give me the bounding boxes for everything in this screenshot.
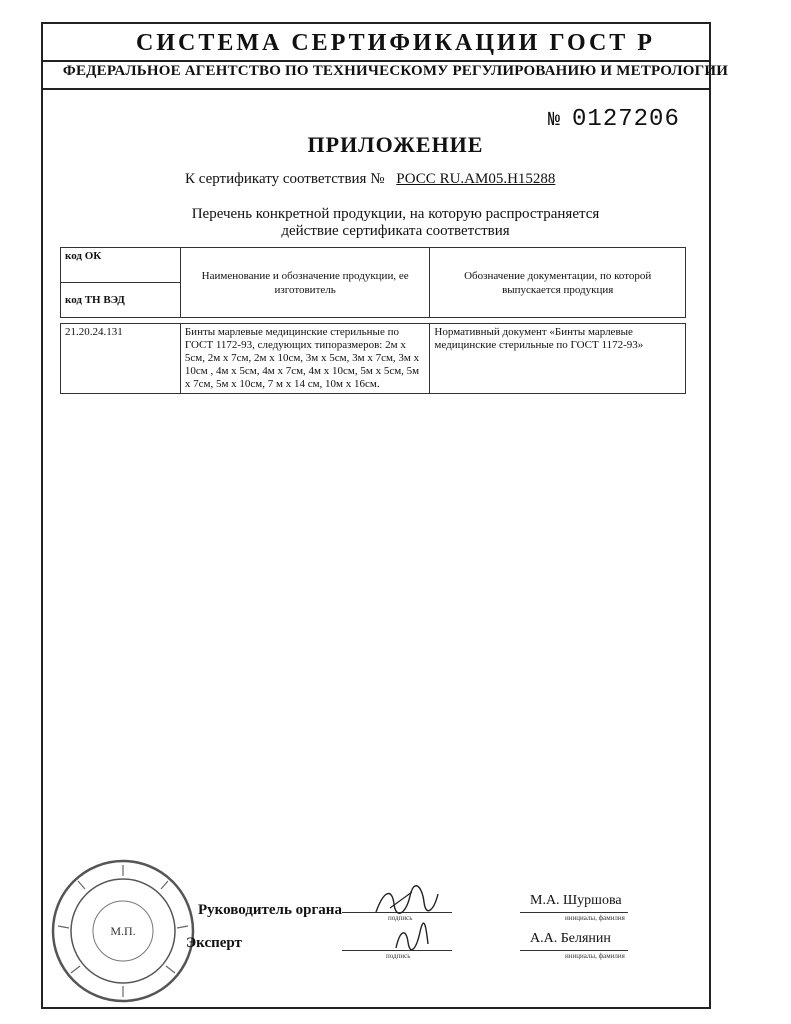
page-heading: ПРИЛОЖЕНИЕ [307, 132, 484, 157]
code-ok-header: код ОК [61, 248, 181, 283]
expert-sign-caption: подпись [386, 952, 411, 960]
caption-line-2: действие сертификата соответствия [281, 223, 510, 239]
official-stamp [48, 856, 198, 1006]
stamp-seal-icon [48, 856, 198, 1006]
head-name: М.А. Шуршова [530, 893, 622, 908]
expert-signature [392, 922, 432, 959]
product-description-cell: Бинты марлевые медицинские стерильные по ГОСТ 1172-93, следующих типоразмеров: 2м х 5см, 2м х 7см, 2м х 10см, 3м х 5см, 3м х 7см, 3м х 10см , 4м х 5см, 4м х 7см, 4м х 10см, 5м х 5см, 5м х 7см, 5м х 10см, 7 м х 14 см, 10м х 16см. [180, 324, 430, 394]
caption-line-1: Перечень конкретной продукции, на которую распространяется [191, 206, 600, 222]
product-name-header: Наименование и обозначение продукции, ее изготовитель [180, 248, 430, 318]
divider [42, 60, 710, 62]
number-value: 0127206 [572, 106, 680, 133]
certificate-number: РОСС RU.AM05.H15288 [396, 171, 556, 187]
head-name-line [520, 912, 628, 913]
system-title: СИСТЕМА СЕРТИФИКАЦИИ ГОСТ Р [136, 30, 655, 56]
agency-name: ФЕДЕРАЛЬНОЕ АГЕНТСТВО ПО ТЕХНИЧЕСКОМУ РЕГУЛИРОВАНИЮ И МЕТРОЛОГИИ [62, 63, 729, 79]
documentation-header: Обозначение документации, по которой выпускается продукция [430, 248, 686, 318]
expert-label: Эксперт [186, 935, 242, 951]
product-code-cell: 21.20.24.131 [61, 324, 181, 394]
certificate-label: К сертификату соответствия № [185, 171, 385, 187]
divider [42, 88, 710, 90]
code-tnved-header: код ТН ВЭД [61, 283, 181, 318]
expert-name-line [520, 950, 628, 951]
product-table [60, 247, 686, 394]
handwritten-signature-icon [392, 922, 432, 954]
head-signature [372, 884, 442, 925]
head-name-caption: инициалы, фамилия [565, 914, 625, 922]
head-label: Руководитель органа [198, 902, 342, 918]
product-list-caption [0, 206, 791, 240]
form-number [548, 106, 680, 133]
expert-name-caption: инициалы, фамилия [565, 952, 625, 960]
certificate-line [185, 171, 555, 188]
head-sign-caption: подпись [388, 914, 413, 922]
stamp-center-text: М.П. [110, 924, 136, 938]
expert-name: А.А. Белянин [530, 931, 611, 946]
documentation-cell: Нормативный документ «Бинты марлевые медицинские стерильные по ГОСТ 1172-93» [430, 324, 686, 394]
handwritten-signature-icon [372, 884, 442, 920]
number-prefix: № [548, 109, 561, 132]
